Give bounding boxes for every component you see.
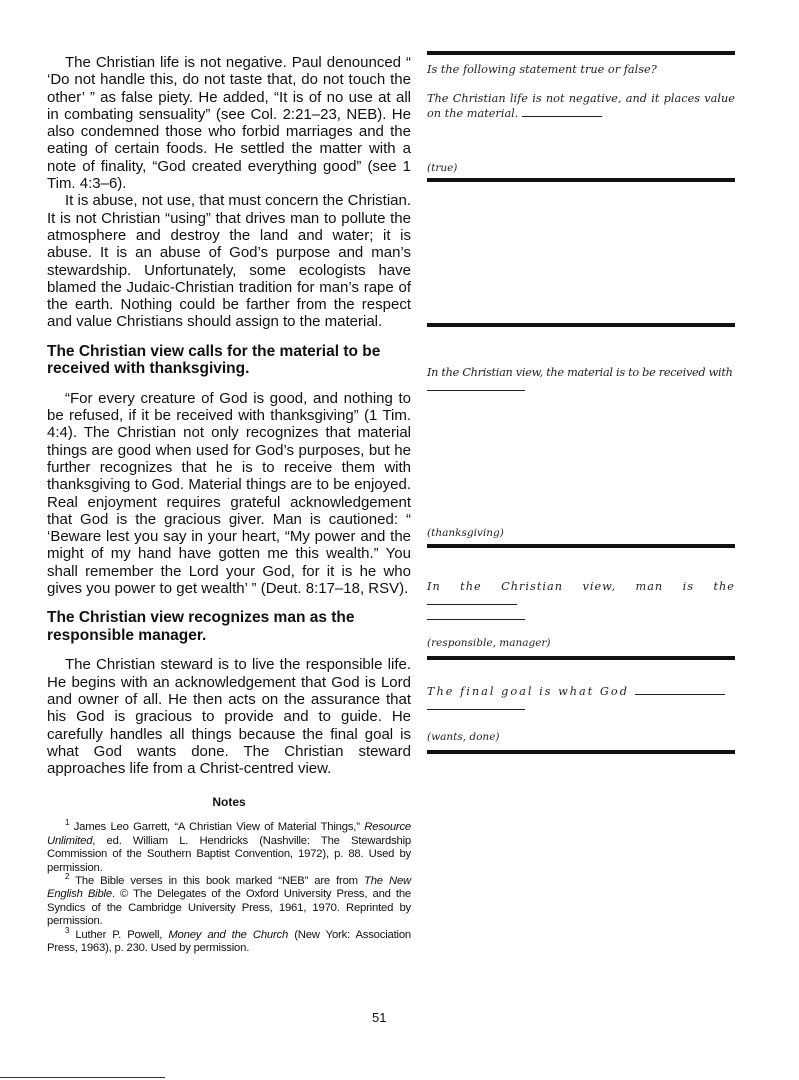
- answer: (thanksgiving): [427, 527, 504, 539]
- question-text: In the Christian view, man is the: [427, 579, 735, 624]
- question-text: The final goal is what God: [427, 684, 735, 714]
- footnote: $^3$ Luther P. Powell, Money and the Church (New York: Association Press, 1963), p. 230. Used by permission.: [47, 925, 412, 955]
- section-heading: The Christian view calls for the material to be received with thanksgiving.: [47, 342, 381, 378]
- answer-blank: [427, 594, 517, 605]
- answer: (responsible, manager): [427, 637, 551, 649]
- divider: [427, 51, 735, 55]
- question-text: The Christian life is not negative, and it places value on the material.: [427, 92, 735, 120]
- section-text: [47, 390, 411, 598]
- answer-blank: [427, 699, 525, 710]
- question-text: In the Christian view, the material is to be received with: [427, 365, 735, 395]
- section-heading: The Christian view recognizes man as the responsible manager.: [47, 609, 355, 644]
- paragraph: “For every creature of God is good, and nothing to be refused, if it be received with thanksgiving” (1 Tim. 4:4). The Christian not only recognizes that material things are good when used for God’s purposes, but he further recognizes that he is to receive them with thanksgiving to God. Material things are to be enjoyed. Real enjoyment requires grateful acknowledgement that God is the gracious giver. Man is cautioned: “ ‘Beware lest you say in your heart, “My power and the might of my hand have gotten me this wealth.” You shall remember the Lord your God, for it is he who gives you power to get wealth’ ” (Deut. 8:17–18, RSV).: [47, 389, 411, 598]
- section-text: [47, 656, 411, 777]
- page-number: 51: [372, 1010, 387, 1025]
- divider: [427, 656, 735, 660]
- notes-title: Notes: [212, 795, 246, 810]
- left-column: [47, 54, 411, 955]
- answer: (wants, done): [427, 731, 500, 743]
- scan-edge-line: [0, 1077, 165, 1078]
- intro-text: [47, 54, 411, 331]
- paragraph: It is abuse, not use, that must concern the Christian. It is not Christian “using” that drives man to pollute the atmosphere and destroy the land and water; it is abuse. It is an abuse of God’s purpose and man’s stewardship. Unfortunately, some ecologists have blamed the Judaic-Christian tradition for man’s rape of the earth. Nothing could be farther from the respect and value Christians should assign to the material.: [47, 192, 412, 331]
- footnote: $^1$ James Leo Garrett, “A Christian View of Material Things,” Resource Unlimited, ed. William L. Hendricks (Nashville: The Stewardship Commission of the Southern Baptist Convention, 1972), p. 88. Used by permission.: [47, 818, 411, 874]
- answer: (true): [427, 162, 458, 174]
- notes: [47, 818, 412, 955]
- answer-blank: [635, 684, 725, 695]
- answer-blank: [427, 609, 525, 620]
- answer-blank: [522, 106, 602, 117]
- divider: [427, 544, 735, 548]
- divider: [427, 750, 735, 754]
- divider: [427, 323, 735, 327]
- footnote: $^2$ The Bible verses in this book marked “NEB” are from The New English Bible. © The Delegates of the Oxford University Press, and the Syndics of the Cambridge University Press, 1961, 1970. Reprinted by permission.: [47, 872, 412, 928]
- question-prompt: Is the following statement true or false?: [427, 63, 657, 76]
- paragraph: The Christian steward is to live the responsible life. He begins with an acknowledgement that God is Lord and owner of all. He then acts on the assurance that his God is gracious to provide and to guide. He carefully handles all things because the final goal is what God wants done. The Christian steward approaches life from a Christ-centred view.: [47, 656, 411, 778]
- answer-blank: [427, 380, 525, 391]
- paragraph: The Christian life is not negative. Paul denounced “ ‘Do not handle this, do not taste that, do not touch the other’ ” as false piety. He added, “It is of no use at all in combating sensuality” (see Col. 2:21–23, NEB). He also condemned those who forbid marriages and the eating of certain foods. He settled the matter with a note of finality, “God created everything good” (see 1 Tim. 4:3–6).: [47, 54, 411, 193]
- divider: [427, 178, 735, 182]
